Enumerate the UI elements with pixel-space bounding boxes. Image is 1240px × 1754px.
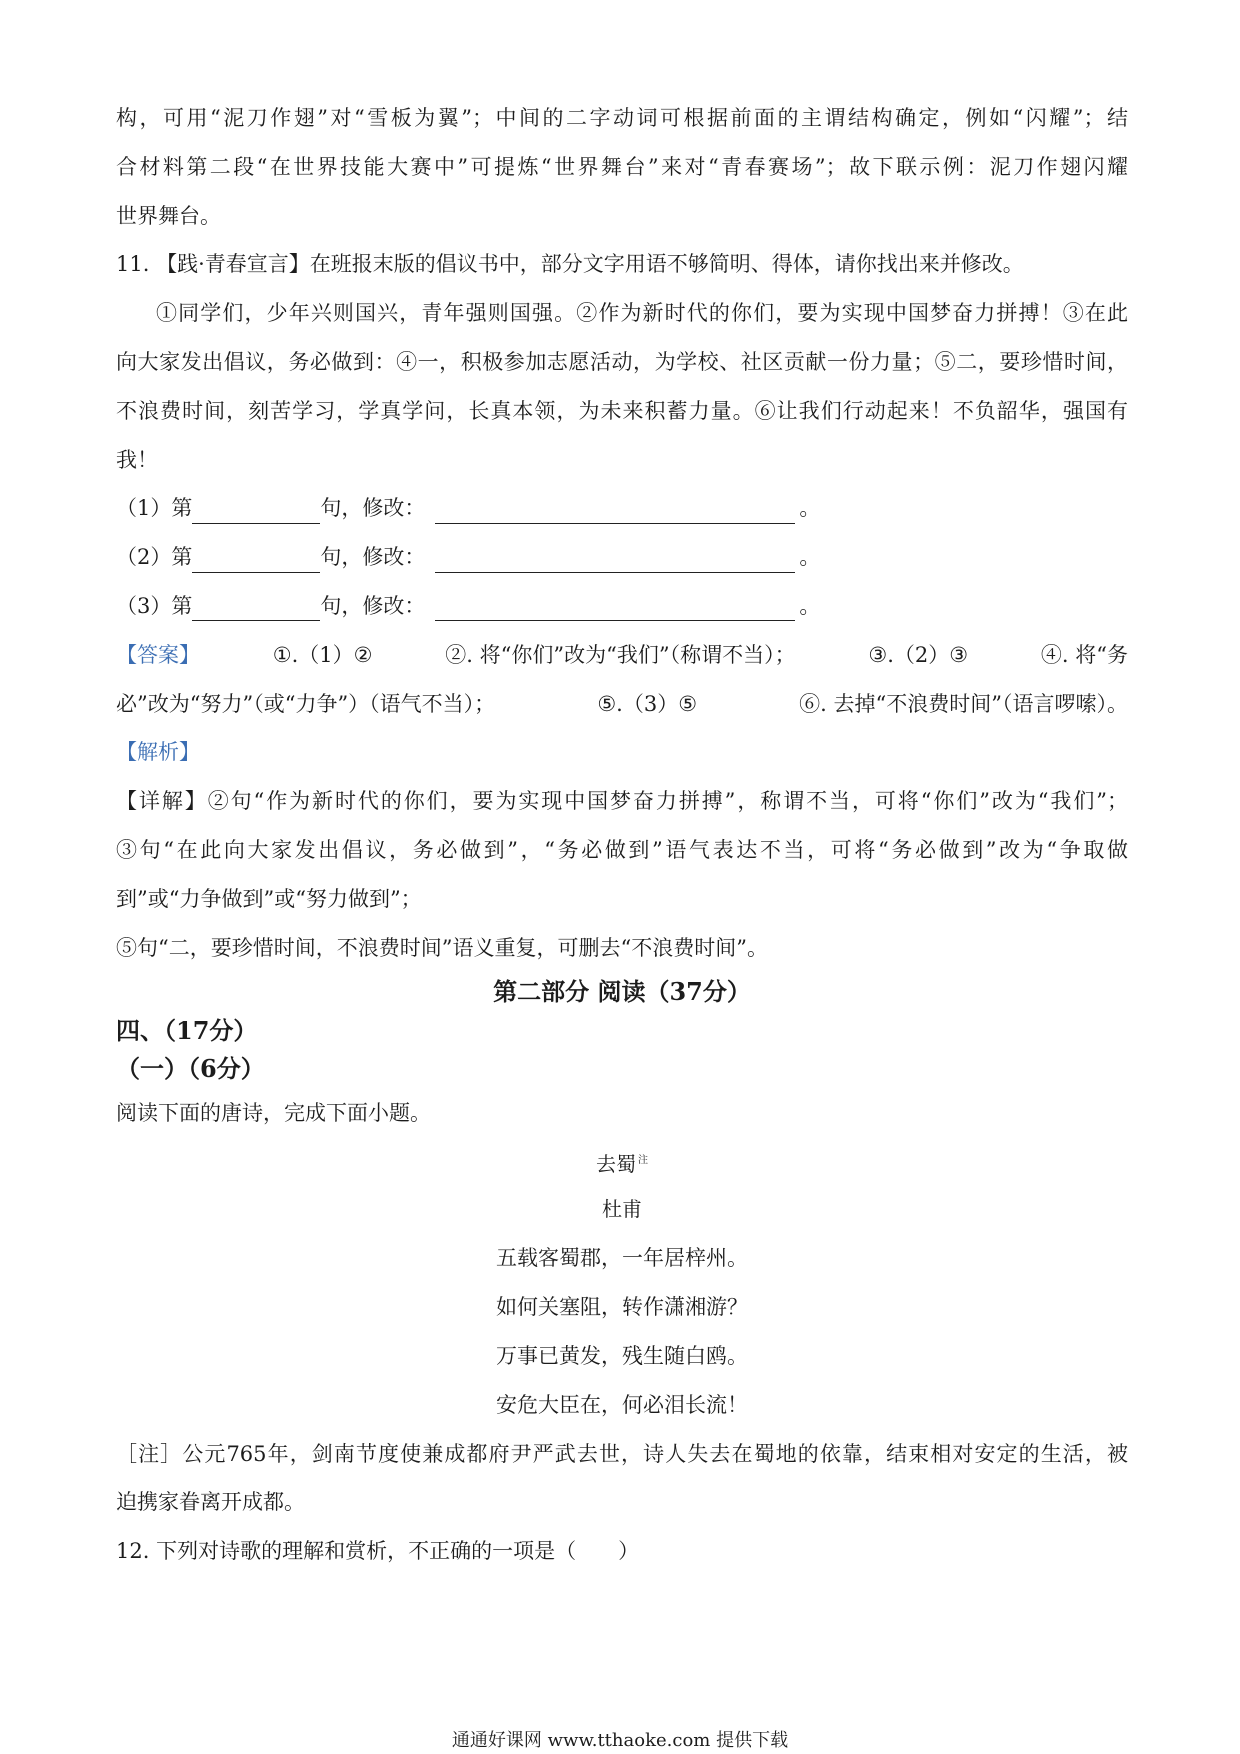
- blank-prefix: （2）第: [116, 545, 193, 570]
- answer-label: 【答案】: [116, 642, 200, 667]
- passage-line: 不浪费时间，刻苦学习，学真学问，长真本领，为未来积蓄力量。⑥让我们行动起来！不负韶华，强国有: [116, 398, 1128, 423]
- answer-item: ④. 将“务: [1040, 642, 1128, 667]
- blank-suffix: 。: [799, 593, 821, 618]
- answer-line-1: [116, 631, 1128, 680]
- prev-answer-line: 世界舞台。: [116, 203, 221, 228]
- poem-title: 去蜀: [596, 1152, 636, 1177]
- detail-line: 到”或“力争做到”或“努力做到”；: [116, 886, 422, 911]
- revision-blank: [435, 500, 795, 524]
- blank-middle: 句，修改：: [320, 545, 426, 570]
- poem-author: 杜甫: [602, 1197, 642, 1222]
- answer-item: ⑥. 去掉“不浪费时间”（语言啰嗦）。: [799, 691, 1128, 716]
- revision-blank: [435, 549, 795, 573]
- passage-line: 向大家发出倡议，务必做到：④一，积极参加志愿活动，为学校、社区贡献一份力量；⑤二，要珍惜时间，: [116, 349, 1128, 374]
- section-heading: 四、（17分）: [116, 1016, 258, 1046]
- blank-middle: 句，修改：: [320, 593, 426, 618]
- sentence-number-blank: [192, 597, 320, 621]
- blank-prefix: （1）第: [116, 496, 193, 521]
- poem-line: 五载客蜀郡，一年居梓州。: [496, 1246, 748, 1271]
- document-page: [116, 94, 1128, 1576]
- sentence-number-blank: [192, 500, 320, 524]
- poem-line: 万事已黄发，残生随白鸥。: [496, 1343, 748, 1368]
- question-11-stem: 11. 【践·青春宣言】在班报末版的倡议书中，部分文字用语不够简明、得体，请你找出来并修改。: [116, 252, 1024, 277]
- blank-line-2: [116, 533, 1128, 582]
- note-line: ［注］公元765年，剑南节度使兼成都府尹严武去世，诗人失去在蜀地的依靠，结束相对安定的生活，被: [116, 1441, 1128, 1466]
- answer-item: ①.（1）②: [272, 642, 373, 667]
- answer-item: ③.（2）③: [868, 642, 969, 667]
- subsection-heading: （一）（6分）: [116, 1054, 265, 1084]
- detail-line: 【详解】②句“作为新时代的你们，要为实现中国梦奋力拼搏”，称谓不当，可将“你们”改为“我们”；: [116, 789, 1128, 814]
- poem-note-marker: 注: [638, 1155, 648, 1167]
- question-12-stem: 12. 下列对诗歌的理解和赏析，不正确的一项是（ ）: [116, 1539, 640, 1564]
- detail-line: ⑤句“二，要珍惜时间，不浪费时间”语义重复，可删去“不浪费时间”。: [116, 935, 768, 960]
- answer-item: ⑤.（3）⑤: [597, 691, 698, 716]
- blank-prefix: （3）第: [116, 593, 193, 618]
- blank-suffix: 。: [799, 496, 821, 521]
- blank-suffix: 。: [799, 545, 821, 570]
- passage-line: 我！: [116, 447, 158, 472]
- footer-text: 通通好课网 www.tthaoke.com 提供下载: [451, 1730, 789, 1751]
- poem-title-row: [116, 1138, 1128, 1184]
- answer-line-2: [116, 680, 1128, 729]
- passage-line: ①同学们，少年兴则国兴，青年强则国强。②作为新时代的你们，要为实现中国梦奋力拼搏！③在此: [156, 301, 1128, 326]
- blank-line-1: [116, 484, 1128, 533]
- poem-line: 如何关塞阻，转作潇湘游？: [496, 1295, 748, 1320]
- sentence-number-blank: [192, 549, 320, 573]
- part-heading: 第二部分 阅读（37分）: [493, 977, 751, 1007]
- detail-line: ③句“在此向大家发出倡议，务必做到”，“务必做到”语气表达不当，可将“务必做到”改为“争取做: [116, 837, 1128, 862]
- reading-instruction: 阅读下面的唐诗，完成下面小题。: [116, 1101, 431, 1126]
- note-line: 迫携家眷离开成都。: [116, 1490, 305, 1515]
- answer-item: 必”改为“努力”（或“力争”）（语气不当）；: [116, 691, 496, 716]
- poem-line: 安危大臣在，何必泪长流！: [496, 1392, 748, 1417]
- answer-item: ②. 将“你们”改为“我们”（称谓不当）；: [445, 642, 796, 667]
- prev-answer-line: 合材料第二段“在世界技能大赛中”可提炼“世界舞台”来对“青春赛场”；故下联示例：泥刀作翅闪耀: [116, 154, 1128, 179]
- prev-answer-line: 构，可用“泥刀作翅”对“雪板为翼”；中间的二字动词可根据前面的主谓结构确定，例如“闪耀”；结: [116, 106, 1128, 130]
- analysis-label: 【解析】: [116, 740, 200, 765]
- blank-middle: 句，修改：: [320, 496, 426, 521]
- revision-blank: [435, 597, 795, 621]
- blank-line-3: [116, 582, 1128, 631]
